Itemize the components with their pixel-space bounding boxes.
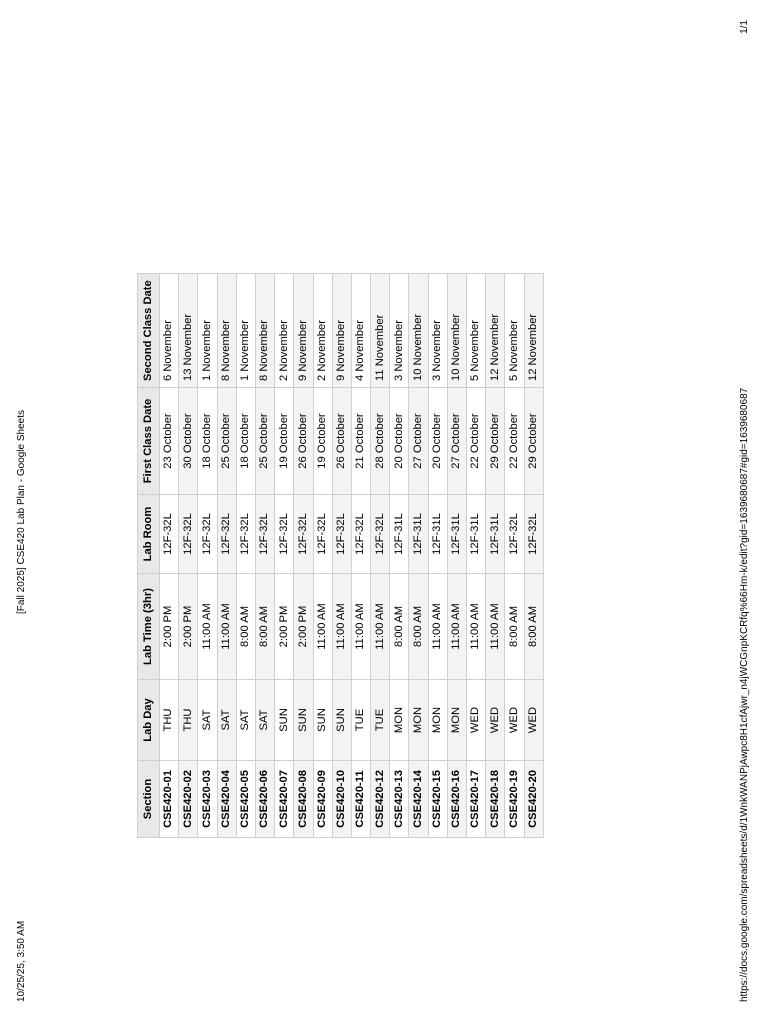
cell-second-class-date: 3 November: [390, 274, 409, 388]
cell-section: CSE420-05: [236, 761, 255, 838]
cell-second-class-date: 4 November: [351, 274, 370, 388]
cell-lab-room: 12F-32L: [236, 495, 255, 574]
cell-section: CSE420-07: [275, 761, 294, 838]
cell-section: CSE420-11: [351, 761, 370, 838]
cell-first-class-date: 22 October: [467, 388, 486, 495]
cell-lab-room: 12F-32L: [351, 495, 370, 574]
cell-lab-day: SUN: [294, 680, 313, 761]
cell-lab-time: 11:00 AM: [217, 574, 236, 680]
cell-lab-time: 2:00 PM: [294, 574, 313, 680]
cell-section: CSE420-09: [313, 761, 332, 838]
cell-lab-time: 11:00 AM: [371, 574, 390, 680]
cell-second-class-date: 1 November: [236, 274, 255, 388]
cell-lab-day: MON: [447, 680, 466, 761]
cell-second-class-date: 1 November: [198, 274, 217, 388]
cell-first-class-date: 21 October: [351, 388, 370, 495]
cell-section: CSE420-19: [505, 761, 524, 838]
table-row: [294, 274, 313, 838]
cell-section: CSE420-13: [390, 761, 409, 838]
cell-first-class-date: 26 October: [332, 388, 351, 495]
cell-second-class-date: 2 November: [313, 274, 332, 388]
cell-first-class-date: 27 October: [447, 388, 466, 495]
print-timestamp: 10/25/25, 3:50 AM: [16, 920, 27, 1002]
cell-second-class-date: 6 November: [160, 274, 179, 388]
cell-lab-room: 12F-32L: [524, 495, 543, 574]
cell-section: CSE420-01: [160, 761, 179, 838]
cell-section: CSE420-15: [428, 761, 447, 838]
cell-lab-day: SAT: [217, 680, 236, 761]
cell-lab-room: 12F-32L: [217, 495, 236, 574]
cell-lab-day: SUN: [332, 680, 351, 761]
table-body: [160, 274, 544, 838]
cell-lab-time: 11:00 AM: [351, 574, 370, 680]
cell-first-class-date: 30 October: [179, 388, 198, 495]
table-row: [313, 274, 332, 838]
cell-lab-room: 12F-31L: [447, 495, 466, 574]
table-row: [332, 274, 351, 838]
cell-second-class-date: 11 November: [371, 274, 390, 388]
table-row: [486, 274, 505, 838]
cell-lab-room: 12F-32L: [505, 495, 524, 574]
cell-section: CSE420-16: [447, 761, 466, 838]
cell-lab-day: SAT: [198, 680, 217, 761]
table-row: [447, 274, 466, 838]
cell-lab-time: 11:00 AM: [467, 574, 486, 680]
table-row: [255, 274, 274, 838]
cell-section: CSE420-04: [217, 761, 236, 838]
cell-lab-day: SUN: [313, 680, 332, 761]
cell-first-class-date: 25 October: [217, 388, 236, 495]
cell-first-class-date: 20 October: [428, 388, 447, 495]
cell-first-class-date: 19 October: [275, 388, 294, 495]
table-row: [160, 274, 179, 838]
cell-first-class-date: 18 October: [198, 388, 217, 495]
cell-lab-time: 11:00 AM: [486, 574, 505, 680]
cell-lab-day: WED: [486, 680, 505, 761]
cell-first-class-date: 20 October: [390, 388, 409, 495]
cell-lab-time: 11:00 AM: [447, 574, 466, 680]
cell-lab-room: 12F-31L: [428, 495, 447, 574]
cell-first-class-date: 29 October: [524, 388, 543, 495]
cell-lab-time: 2:00 PM: [160, 574, 179, 680]
cell-lab-day: MON: [390, 680, 409, 761]
header-second-class-date: Second Class Date: [138, 274, 160, 388]
cell-second-class-date: 5 November: [505, 274, 524, 388]
cell-lab-time: 2:00 PM: [275, 574, 294, 680]
cell-second-class-date: 10 November: [409, 274, 428, 388]
header-section: Section: [138, 761, 160, 838]
cell-lab-day: TUE: [371, 680, 390, 761]
cell-section: CSE420-03: [198, 761, 217, 838]
lab-plan-table: [137, 273, 544, 838]
table-row: [198, 274, 217, 838]
cell-section: CSE420-18: [486, 761, 505, 838]
cell-lab-time: 11:00 AM: [332, 574, 351, 680]
table-row: [467, 274, 486, 838]
cell-second-class-date: 10 November: [447, 274, 466, 388]
table-row: [505, 274, 524, 838]
cell-lab-time: 11:00 AM: [198, 574, 217, 680]
cell-lab-day: THU: [179, 680, 198, 761]
cell-lab-day: WED: [467, 680, 486, 761]
cell-lab-day: WED: [505, 680, 524, 761]
header-lab-time: Lab Time (3hr): [138, 574, 160, 680]
cell-section: CSE420-08: [294, 761, 313, 838]
header-lab-room: Lab Room: [138, 495, 160, 574]
cell-lab-time: 8:00 AM: [255, 574, 274, 680]
table-row: [409, 274, 428, 838]
cell-lab-room: 12F-31L: [467, 495, 486, 574]
cell-first-class-date: 23 October: [160, 388, 179, 495]
cell-first-class-date: 28 October: [371, 388, 390, 495]
cell-lab-time: 8:00 AM: [524, 574, 543, 680]
cell-first-class-date: 22 October: [505, 388, 524, 495]
cell-second-class-date: 9 November: [332, 274, 351, 388]
table-row: [428, 274, 447, 838]
cell-section: CSE420-12: [371, 761, 390, 838]
cell-second-class-date: 12 November: [486, 274, 505, 388]
cell-first-class-date: 27 October: [409, 388, 428, 495]
cell-lab-room: 12F-32L: [332, 495, 351, 574]
cell-lab-room: 12F-32L: [255, 495, 274, 574]
cell-lab-room: 12F-31L: [409, 495, 428, 574]
table-row: [524, 274, 543, 838]
table-row: [351, 274, 370, 838]
cell-lab-room: 12F-31L: [486, 495, 505, 574]
cell-lab-room: 12F-32L: [198, 495, 217, 574]
cell-section: CSE420-06: [255, 761, 274, 838]
cell-lab-day: MON: [428, 680, 447, 761]
cell-lab-day: MON: [409, 680, 428, 761]
cell-lab-day: THU: [160, 680, 179, 761]
cell-lab-day: SAT: [236, 680, 255, 761]
table-row: [275, 274, 294, 838]
cell-lab-time: 8:00 AM: [409, 574, 428, 680]
cell-second-class-date: 5 November: [467, 274, 486, 388]
cell-lab-time: 8:00 AM: [505, 574, 524, 680]
cell-lab-room: 12F-32L: [313, 495, 332, 574]
cell-lab-room: 12F-31L: [390, 495, 409, 574]
page-url: https://docs.google.com/spreadsheets/d/1WnkWANPjAwpc8H1cfAjwr_n4jWCGnpKCRfq%66Hm-k/edit?gid=1639680687#gid=1639680687: [739, 387, 750, 1002]
cell-second-class-date: 12 November: [524, 274, 543, 388]
cell-second-class-date: 8 November: [217, 274, 236, 388]
cell-lab-time: 2:00 PM: [179, 574, 198, 680]
cell-lab-day: TUE: [351, 680, 370, 761]
cell-section: CSE420-17: [467, 761, 486, 838]
cell-lab-day: SUN: [275, 680, 294, 761]
table-row: [390, 274, 409, 838]
cell-second-class-date: 8 November: [255, 274, 274, 388]
cell-first-class-date: 26 October: [294, 388, 313, 495]
cell-section: CSE420-10: [332, 761, 351, 838]
cell-section: CSE420-02: [179, 761, 198, 838]
cell-first-class-date: 19 October: [313, 388, 332, 495]
header-lab-day: Lab Day: [138, 680, 160, 761]
cell-second-class-date: 2 November: [275, 274, 294, 388]
cell-second-class-date: 13 November: [179, 274, 198, 388]
cell-lab-day: WED: [524, 680, 543, 761]
header-first-class-date: First Class Date: [138, 388, 160, 495]
cell-lab-day: SAT: [255, 680, 274, 761]
cell-lab-time: 8:00 AM: [236, 574, 255, 680]
page-title: [Fall 2025] CSE420 Lab Plan - Google Sheets: [16, 409, 27, 615]
cell-lab-room: 12F-32L: [179, 495, 198, 574]
cell-first-class-date: 18 October: [236, 388, 255, 495]
table-row: [371, 274, 390, 838]
cell-section: CSE420-20: [524, 761, 543, 838]
cell-lab-time: 11:00 AM: [313, 574, 332, 680]
table-row: [179, 274, 198, 838]
cell-lab-room: 12F-32L: [160, 495, 179, 574]
cell-lab-room: 12F-32L: [275, 495, 294, 574]
cell-lab-room: 12F-32L: [371, 495, 390, 574]
table-row: [217, 274, 236, 838]
cell-first-class-date: 25 October: [255, 388, 274, 495]
cell-second-class-date: 9 November: [294, 274, 313, 388]
cell-first-class-date: 29 October: [486, 388, 505, 495]
cell-lab-time: 8:00 AM: [390, 574, 409, 680]
cell-lab-room: 12F-32L: [294, 495, 313, 574]
header-row: [138, 274, 160, 838]
cell-section: CSE420-14: [409, 761, 428, 838]
cell-lab-time: 11:00 AM: [428, 574, 447, 680]
page-number: 1/1: [739, 20, 750, 34]
cell-second-class-date: 3 November: [428, 274, 447, 388]
table-row: [236, 274, 255, 838]
